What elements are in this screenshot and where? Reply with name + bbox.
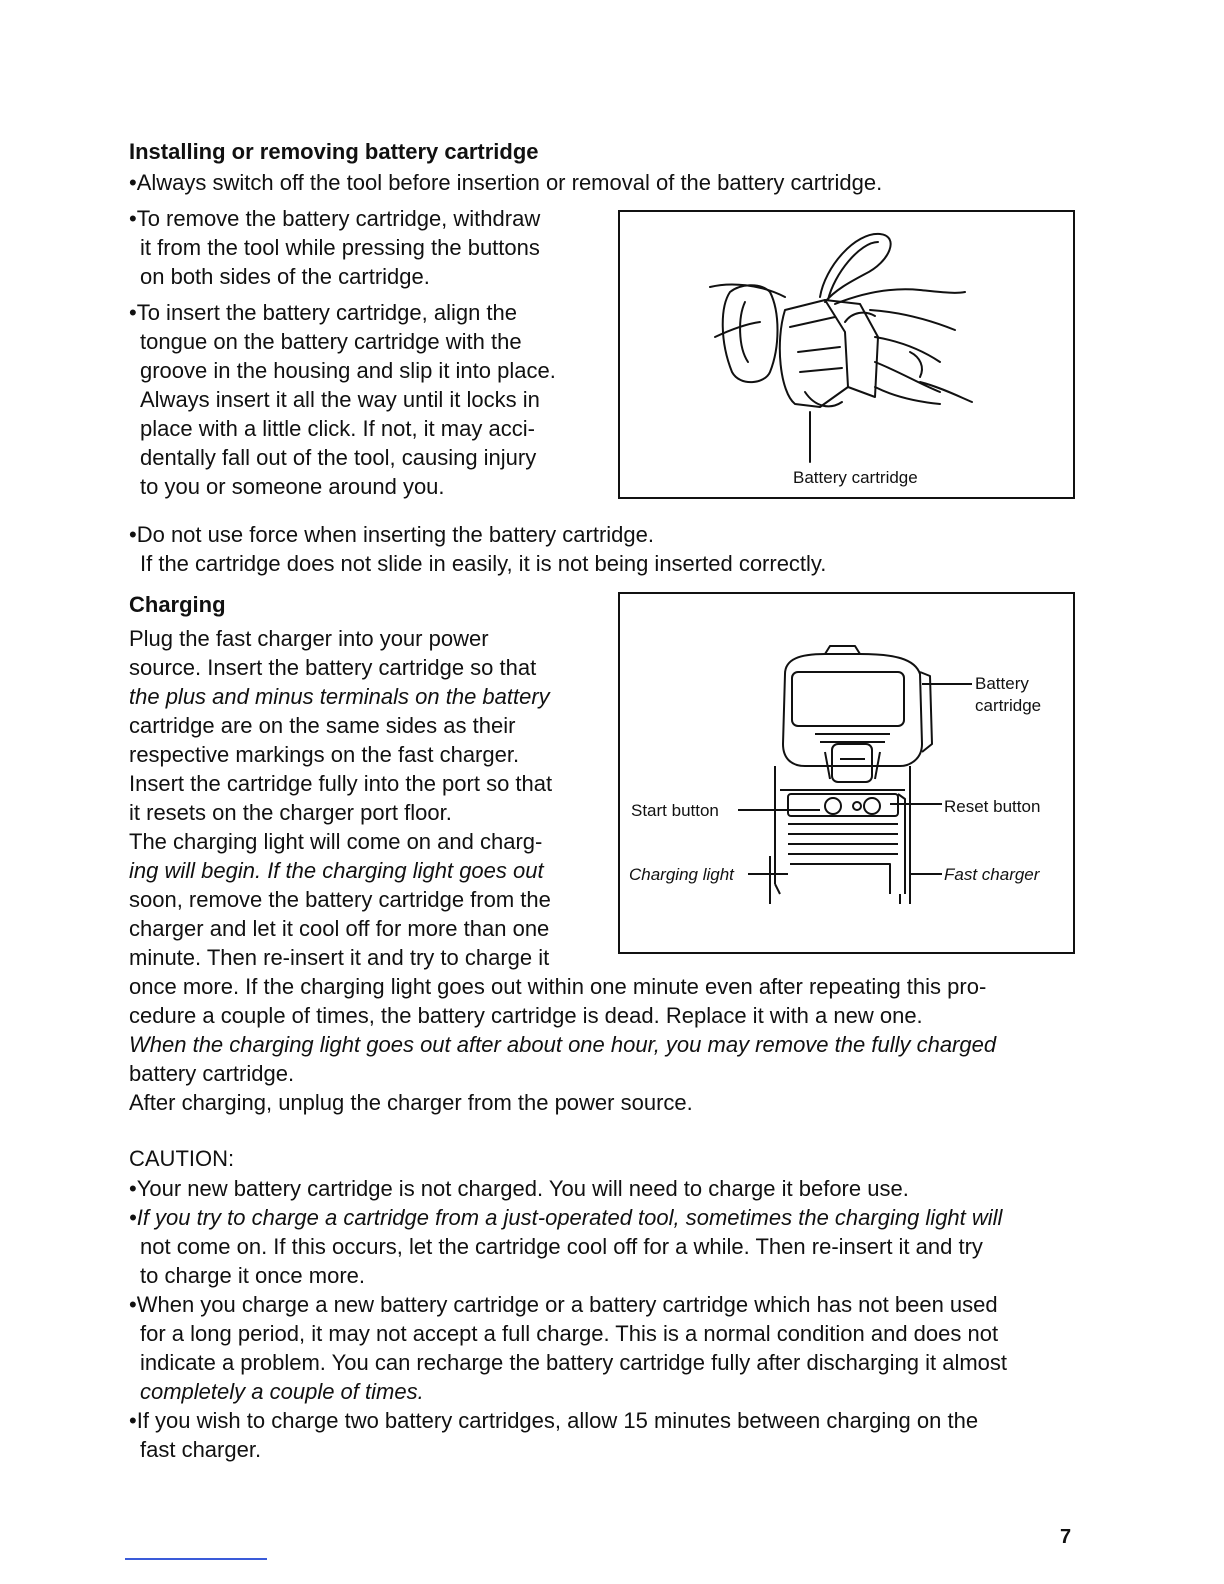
text-line: •To remove the battery cartridge, withdraw: [129, 206, 541, 231]
text-line: groove in the housing and slip it into place.: [140, 358, 556, 383]
caution-line: to charge it once more.: [140, 1263, 366, 1288]
battery-cartridge-label-line1: Battery: [975, 674, 1029, 693]
text-line: After charging, unplug the charger from the power source.: [129, 1090, 693, 1115]
battery-removal-illustration: [620, 212, 1073, 497]
text-line: cedure a couple of times, the battery cartridge is dead. Replace it with a new one.: [129, 1003, 923, 1028]
text-line: it from the tool while pressing the buttons: [140, 235, 540, 260]
text-line: cartridge are on the same sides as their: [129, 713, 516, 738]
charging-column-text: [129, 624, 589, 972]
text-line: The charging light will come on and charg-: [129, 829, 543, 854]
text-line: the plus and minus terminals on the battery: [129, 684, 550, 709]
battery-cartridge-label-line2: cartridge: [975, 696, 1042, 715]
page-number: 7: [1060, 1526, 1072, 1548]
battery-removal-figure: [618, 210, 1075, 499]
caution-line: •If you try to charge a cartridge from a just-operated tool, sometimes the charging light will: [129, 1205, 1003, 1230]
text-line: •To insert the battery cartridge, align the: [129, 300, 518, 325]
text-line: soon, remove the battery cartridge from the: [129, 887, 551, 912]
footer-rule: [125, 1558, 267, 1560]
text-line: Always insert it all the way until it locks in: [140, 387, 540, 412]
charging-light-label: Charging light: [629, 865, 734, 884]
text-line: Plug the fast charger into your power: [129, 626, 489, 651]
text-line: •Do not use force when inserting the battery cartridge.: [129, 522, 654, 547]
caution-line: •Your new battery cartridge is not charged. You will need to charge it before use.: [129, 1176, 909, 1201]
caution-line: not come on. If this occurs, let the cartridge cool off for a while. Then re-insert it and try: [140, 1234, 983, 1259]
text-line: once more. If the charging light goes out within one minute even after repeating this pro-: [129, 974, 987, 999]
section-heading-installing: Installing or removing battery cartridge: [129, 139, 539, 164]
caution-line: •When you charge a new battery cartridge or a battery cartridge which has not been used: [129, 1292, 998, 1317]
text-line: source. Insert the battery cartridge so that: [129, 655, 537, 680]
reset-button-label: Reset button: [944, 797, 1041, 816]
insert-instructions: [129, 298, 589, 501]
remove-instructions: [129, 204, 589, 291]
text-line: If the cartridge does not slide in easily, it is not being inserted correctly.: [140, 551, 827, 576]
text-line: dentally fall out of the tool, causing injury: [140, 445, 537, 470]
text-line: When the charging light goes out after about one hour, you may remove the fully charged: [129, 1032, 997, 1057]
force-warning: [129, 520, 826, 578]
fast-charger-label: Fast charger: [944, 865, 1040, 884]
caution-list: [129, 1174, 1007, 1464]
text-line: Insert the cartridge fully into the port so that: [129, 771, 553, 796]
start-button-label: Start button: [631, 801, 719, 820]
caution-line: •If you wish to charge two battery cartridges, allow 15 minutes between charging on the: [129, 1408, 979, 1433]
text-line: tongue on the battery cartridge with the: [140, 329, 522, 354]
battery-cartridge-label: Battery cartridge: [793, 468, 918, 487]
text-line: ing will begin. If the charging light goes out: [129, 858, 544, 883]
text-line: respective markings on the fast charger.: [129, 742, 520, 767]
caution-line: completely a couple of times.: [140, 1379, 424, 1404]
section-heading-charging: Charging: [129, 592, 226, 617]
caution-line: fast charger.: [140, 1437, 262, 1462]
fast-charger-figure: [618, 592, 1075, 954]
text-line: it resets on the charger port floor.: [129, 800, 452, 825]
intro-text: •Always switch off the tool before insertion or removal of the battery cartridge.: [129, 170, 883, 195]
text-line: place with a little click. If not, it may acci-: [140, 416, 535, 441]
text-line: to you or someone around you.: [140, 474, 445, 499]
text-line: minute. Then re-insert it and try to charge it: [129, 945, 550, 970]
caution-line: for a long period, it may not accept a full charge. This is a normal condition and does not: [140, 1321, 999, 1346]
charging-full-text: [129, 972, 996, 1117]
text-line: on both sides of the cartridge.: [140, 264, 430, 289]
caution-line: indicate a problem. You can recharge the battery cartridge fully after discharging it almost: [140, 1350, 1008, 1375]
text-line: charger and let it cool off for more than one: [129, 916, 550, 941]
text-line: battery cartridge.: [129, 1061, 295, 1086]
fast-charger-illustration: [620, 594, 1073, 952]
caution-heading: CAUTION:: [129, 1146, 235, 1171]
